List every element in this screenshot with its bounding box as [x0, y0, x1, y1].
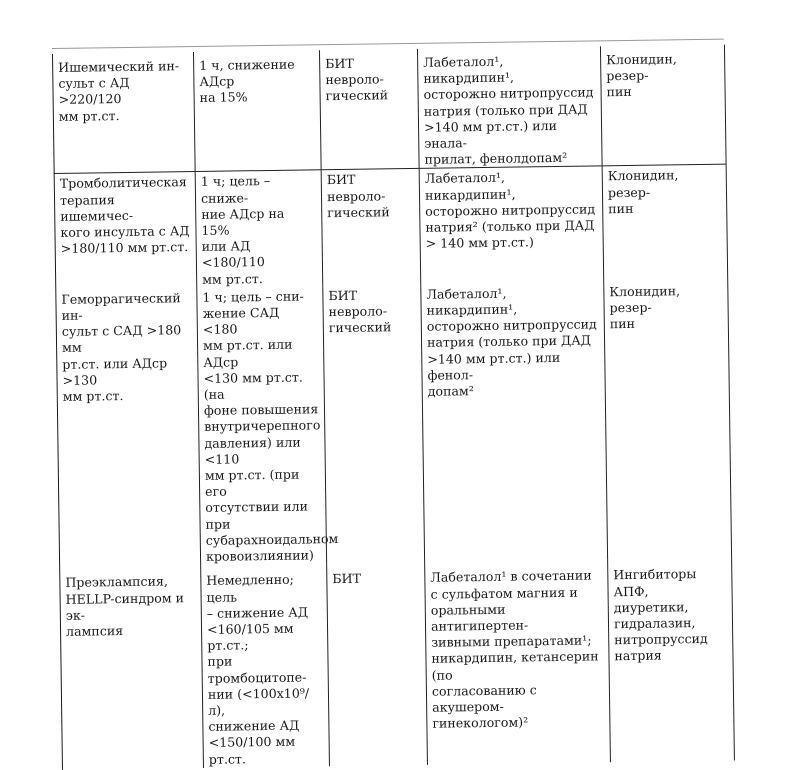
department-text: БИТ невроло- гический: [326, 172, 390, 220]
avoid-cell: [604, 280, 732, 559]
target-cell: [197, 286, 339, 565]
condition-cell: [56, 288, 201, 567]
condition-cell: [54, 172, 197, 290]
avoid-text: Ингибиторы АПФ, диуретики, гидралазин, нитропруссид натрия: [613, 566, 708, 664]
department-cell: [319, 49, 419, 170]
target-text: 1 ч; цель – сни- жение САД <180 мм рт.ст. или АДср <130 мм рт.ст. (на фоне повышения внутричерепного давления) или <110 мм рт.ст. (при его отсутствии или при субарахноидальном кровоизлиянии): [202, 288, 339, 564]
target-cell: [195, 170, 323, 288]
department-cell: [321, 169, 421, 286]
recommended-text: Лабеталол¹, никардипин¹, осторожно нитропруссид натрия² (только при ДАД > 140 мм рт.ст.): [424, 170, 596, 252]
department-cell: [327, 562, 428, 766]
table-row: [52, 45, 726, 174]
department-text: БИТ невроло- гический: [328, 287, 392, 336]
condition-cell: [52, 52, 195, 174]
department-text: БИТ: [332, 571, 362, 587]
condition-text: Геморрагический ин- сульт с САД >180 мм рт.ст. или АДср >130 мм рт.ст.: [61, 290, 182, 404]
condition-cell: [60, 565, 204, 769]
avoid-text: Клонидин, резер- пин: [607, 167, 679, 217]
department-cell: [323, 285, 425, 564]
avoid-cell: [608, 558, 735, 762]
recommended-cell: [425, 560, 611, 765]
recommended-text: Лабеталол¹, никардипин¹, осторожно нитропруссид натрия (только при ДАД >140 мм рт.ст.) или фенол- допам²: [426, 285, 597, 399]
target-text: 1 ч; цель – сниже- ние АДср на 15% или АД <180/110 мм рт.ст.: [200, 173, 285, 287]
table-row: [56, 280, 732, 567]
recommended-cell: [417, 46, 602, 168]
table-row: [60, 558, 735, 770]
recommended-text: Лабеталол¹, никардипин¹, осторожно нитропруссид натрия (только при ДАД >140 мм рт.ст.) или энала- прилат, фенолдопам²: [423, 53, 594, 168]
condition-text: Преэклампсия, HELLP-синдром и эк- лампсия: [65, 573, 185, 639]
scanned-table-region: [52, 45, 731, 767]
recommended-cell: [421, 282, 608, 562]
recommended-text: Лабеталол¹ в сочетании с сульфатом магния и оральными антигипертен- зивными препаратами¹; никардипин, кетансерин (по согласованию с акушером- гинекологом)²: [430, 567, 599, 731]
target-text: Немедленно; цель – снижение АД <160/105 мм рт.ст.; при тромбоцитопе- нии (<100х10⁹/л), снижение АД <150/100 мм рт.ст.: [206, 571, 310, 767]
avoid-cell: [600, 45, 726, 167]
target-cell: [193, 50, 321, 172]
table-row: [54, 165, 728, 290]
recommended-cell: [419, 166, 604, 284]
condition-text: Ишемический ин- сульт с АД >220/120 мм рт.ст.: [58, 58, 180, 124]
hypertension-treatment-table: [52, 45, 735, 770]
target-text: 1 ч, снижение АДср на 15%: [199, 56, 295, 106]
target-cell: [201, 564, 330, 768]
condition-text: Тромболитическая терапия ишемичес- кого инсульта с АД >180/110 мм рт.ст.: [59, 174, 190, 257]
avoid-text: Клонидин, резер- пин: [606, 51, 677, 100]
avoid-cell: [602, 165, 728, 283]
avoid-text: Клонидин, резер- пин: [609, 283, 681, 332]
department-text: БИТ невроло- гический: [325, 55, 389, 104]
